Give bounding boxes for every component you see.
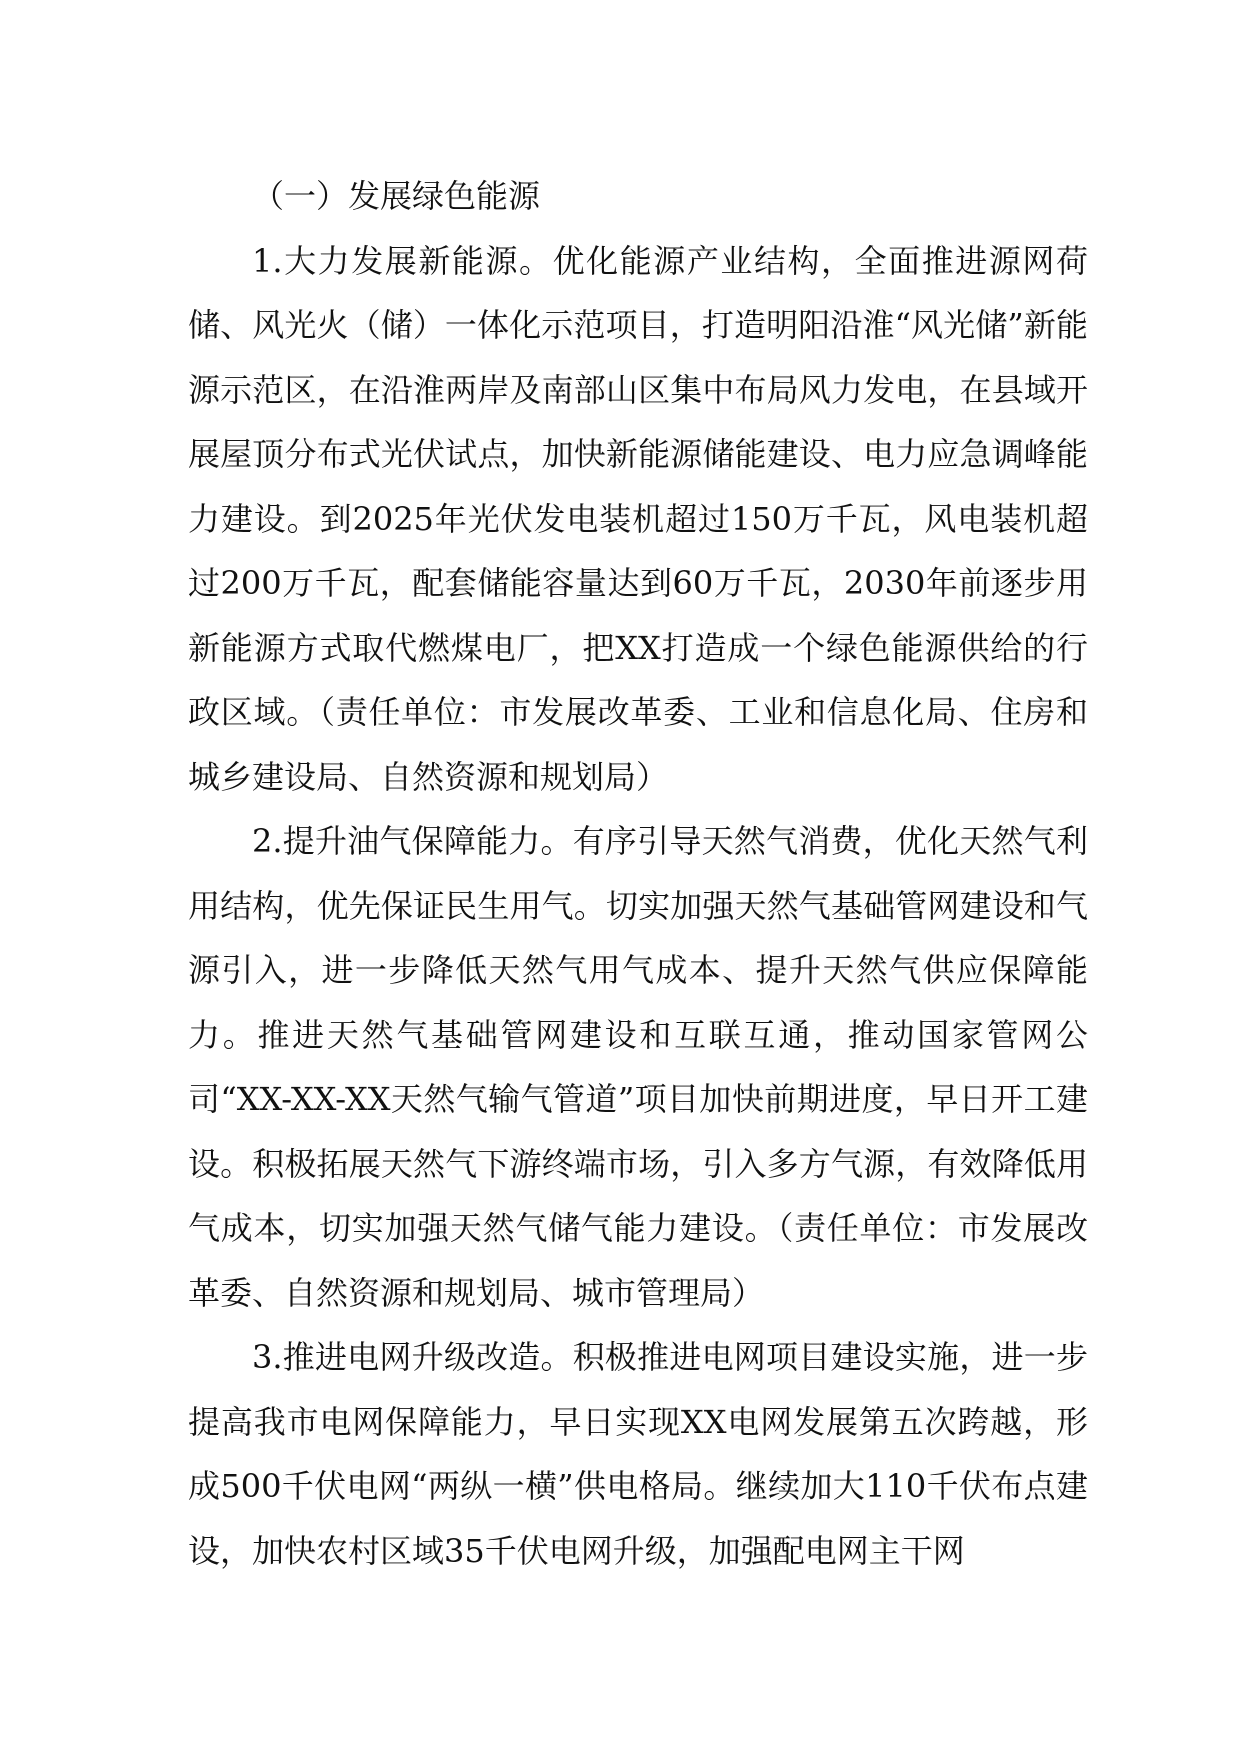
document-body xyxy=(188,164,1088,1583)
section-heading: （一）发展绿色能源 xyxy=(252,177,541,215)
paragraph-new-energy: 1.大力发展新能源。优化能源产业结构，全面推进源网荷储、风光火（储）一体化示范项目，打造明阳沿淮“风光储”新能源示范区，在沿淮两岸及南部山区集中布局风力发电，在县域开展屋顶分布式光伏试点，加快新能源储能建设、电力应急调峰能力建设。到2025年光伏发电装机超过150万千瓦，风电装机超过200万千瓦，配套储能容量达到60万千瓦，2030年前逐步用新能源方式取代燃煤电厂，把XX打造成一个绿色能源供给的行政区域。（责任单位：市发展改革委、工业和信息化局、住房和城乡建设局、自然资源和规划局） xyxy=(188,241,1088,796)
paragraph-power-grid: 3.推进电网升级改造。积极推进电网项目建设实施，进一步提高我市电网保障能力，早日实现XX电网发展第五次跨越，形成500千伏电网“两纵一横”供电格局。继续加大110千伏布点建设，加快农村区域35千伏电网升级，加强配电网主干网 xyxy=(188,1338,1088,1570)
paragraph-oil-gas: 2.提升油气保障能力。有序引导天然气消费，优化天然气利用结构，优先保证民生用气。切实加强天然气基础管网建设和气源引入，进一步降低天然气用气成本、提升天然气供应保障能力。推进天然气基础管网建设和互联互通，推动国家管网公司“XX-XX-XX天然气输气管道”项目加快前期进度，早日开工建设。积极拓展天然气下游终端市场，引入多方气源，有效降低用气成本，切实加强天然气储气能力建设。（责任单位：市发展改革委、自然资源和规划局、城市管理局） xyxy=(188,822,1088,1312)
